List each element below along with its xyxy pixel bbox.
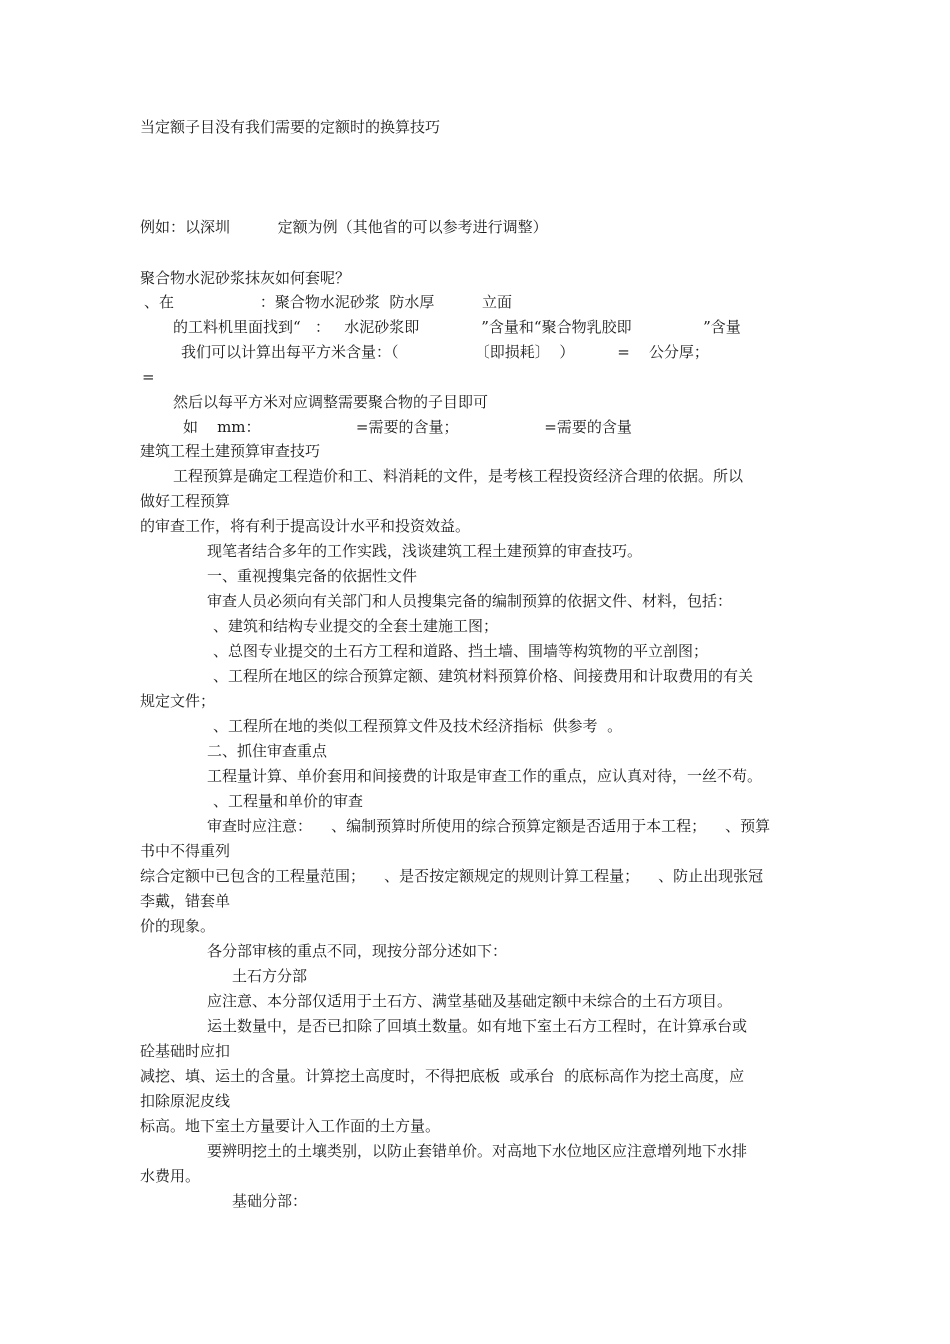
text-line: 我们可以计算出每平方米含量：（ 〔即损耗〕 ） = 公分厚； [181,343,709,361]
paragraph-line: 标高。地下室土方量要计入工作面的土方量。 [140,1117,441,1135]
paragraph-line: 李戴，错套单 [140,892,231,910]
paragraph-line: 要辨明挖土的土壤类别，以防止套错单价。对高地下水位地区应注意增列地下水排 [207,1142,748,1160]
paragraph-line: 审查时应注意： 、编制预算时所使用的综合预算定额是否适用于本工程； 、预算 [207,817,771,835]
bullet-line: 、总图专业提交的土石方工程和道路、挡土墙、围墙等构筑物的平立剖图； [213,642,709,660]
paragraph-line: 应注意、本分部仅适用于土石方、满堂基础及基础定额中未综合的土石方项目。 [207,992,733,1010]
text-line: = [142,368,155,386]
paragraph-line: 综合定额中已包含的工程量范围； 、是否按定额规定的规则计算工程量； 、防止出现张冠 [140,867,764,885]
text-line: 然后以每平方米对应调整需要聚合物的子目即可 [173,393,489,411]
text-line: 、在 ：聚合物水泥砂浆 防水厚 立面 [144,293,513,311]
paragraph-line: 扣除原泥皮线 [140,1092,231,1110]
heading-line: 二、抓住审查重点 [207,742,328,760]
heading-line: 一、重视搜集完备的依据性文件 [207,567,418,585]
paragraph-line: 现笔者结合多年的工作实践，浅谈建筑工程土建预算的审查技巧。 [207,542,643,560]
paragraph-line: 审查人员必须向有关部门和人员搜集完备的编制预算的依据文件、材料，包括： [207,592,733,610]
paragraph-line: 做好工程预算 [140,492,231,510]
bullet-line: 、建筑和结构专业提交的全套土建施工图； [213,617,499,635]
paragraph-line: 水费用。 [140,1167,201,1185]
heading-line: 、工程量和单价的审查 [213,792,364,810]
bullet-line: 、工程所在地区的综合预算定额、建筑材料预算价格、间接费用和计取费用的有关 [213,667,754,685]
doc-title: 当定额子目没有我们需要的定额时的换算技巧 [140,118,441,136]
paragraph-line: 各分部审核的重点不同，现按分部分述如下： [207,942,508,960]
paragraph-line: 书中不得重列 [140,842,231,860]
paragraph-line: 价的现象。 [140,917,216,935]
paragraph-line: 减挖、填、运土的含量。计算挖土高度时，不得把底板 或承台 的底标高作为挖土高度，应 [140,1067,745,1085]
paragraph-line: 工程量计算、单价套用和间接费的计取是审查工作的重点，应认真对待，一丝不苟。 [207,767,763,785]
heading-line: 土石方分部 [232,967,308,985]
bullet-line: 、工程所在地的类似工程预算文件及技术经济指标 供参考 。 [213,717,623,735]
question-line: 聚合物水泥砂浆抹灰如何套呢？ [140,269,351,287]
text-line: 如 mm： =需要的含量； =需要的含量 [183,418,632,436]
paragraph-line: 工程预算是确定工程造价和工、料消耗的文件，是考核工程投资经济合理的依据。所以 [173,467,744,485]
example-line: 例如：以深圳 定额为例（其他省的可以参考进行调整） [140,218,548,236]
text-line: 的工料机里面找到“ ： 水泥砂浆即 ”含量和“聚合物乳胶即 ”含量 [173,318,741,336]
bullet-line: 规定文件； [140,692,216,710]
heading-line: 基础分部： [232,1192,308,1210]
paragraph-line: 的审查工作，将有利于提高设计水平和投资效益。 [140,517,471,535]
section-title: 建筑工程土建预算审查技巧 [140,442,321,460]
paragraph-line: 砼基础时应扣 [140,1042,231,1060]
paragraph-line: 运土数量中，是否已扣除了回填土数量。如有地下室土石方工程时，在计算承台或 [207,1017,748,1035]
